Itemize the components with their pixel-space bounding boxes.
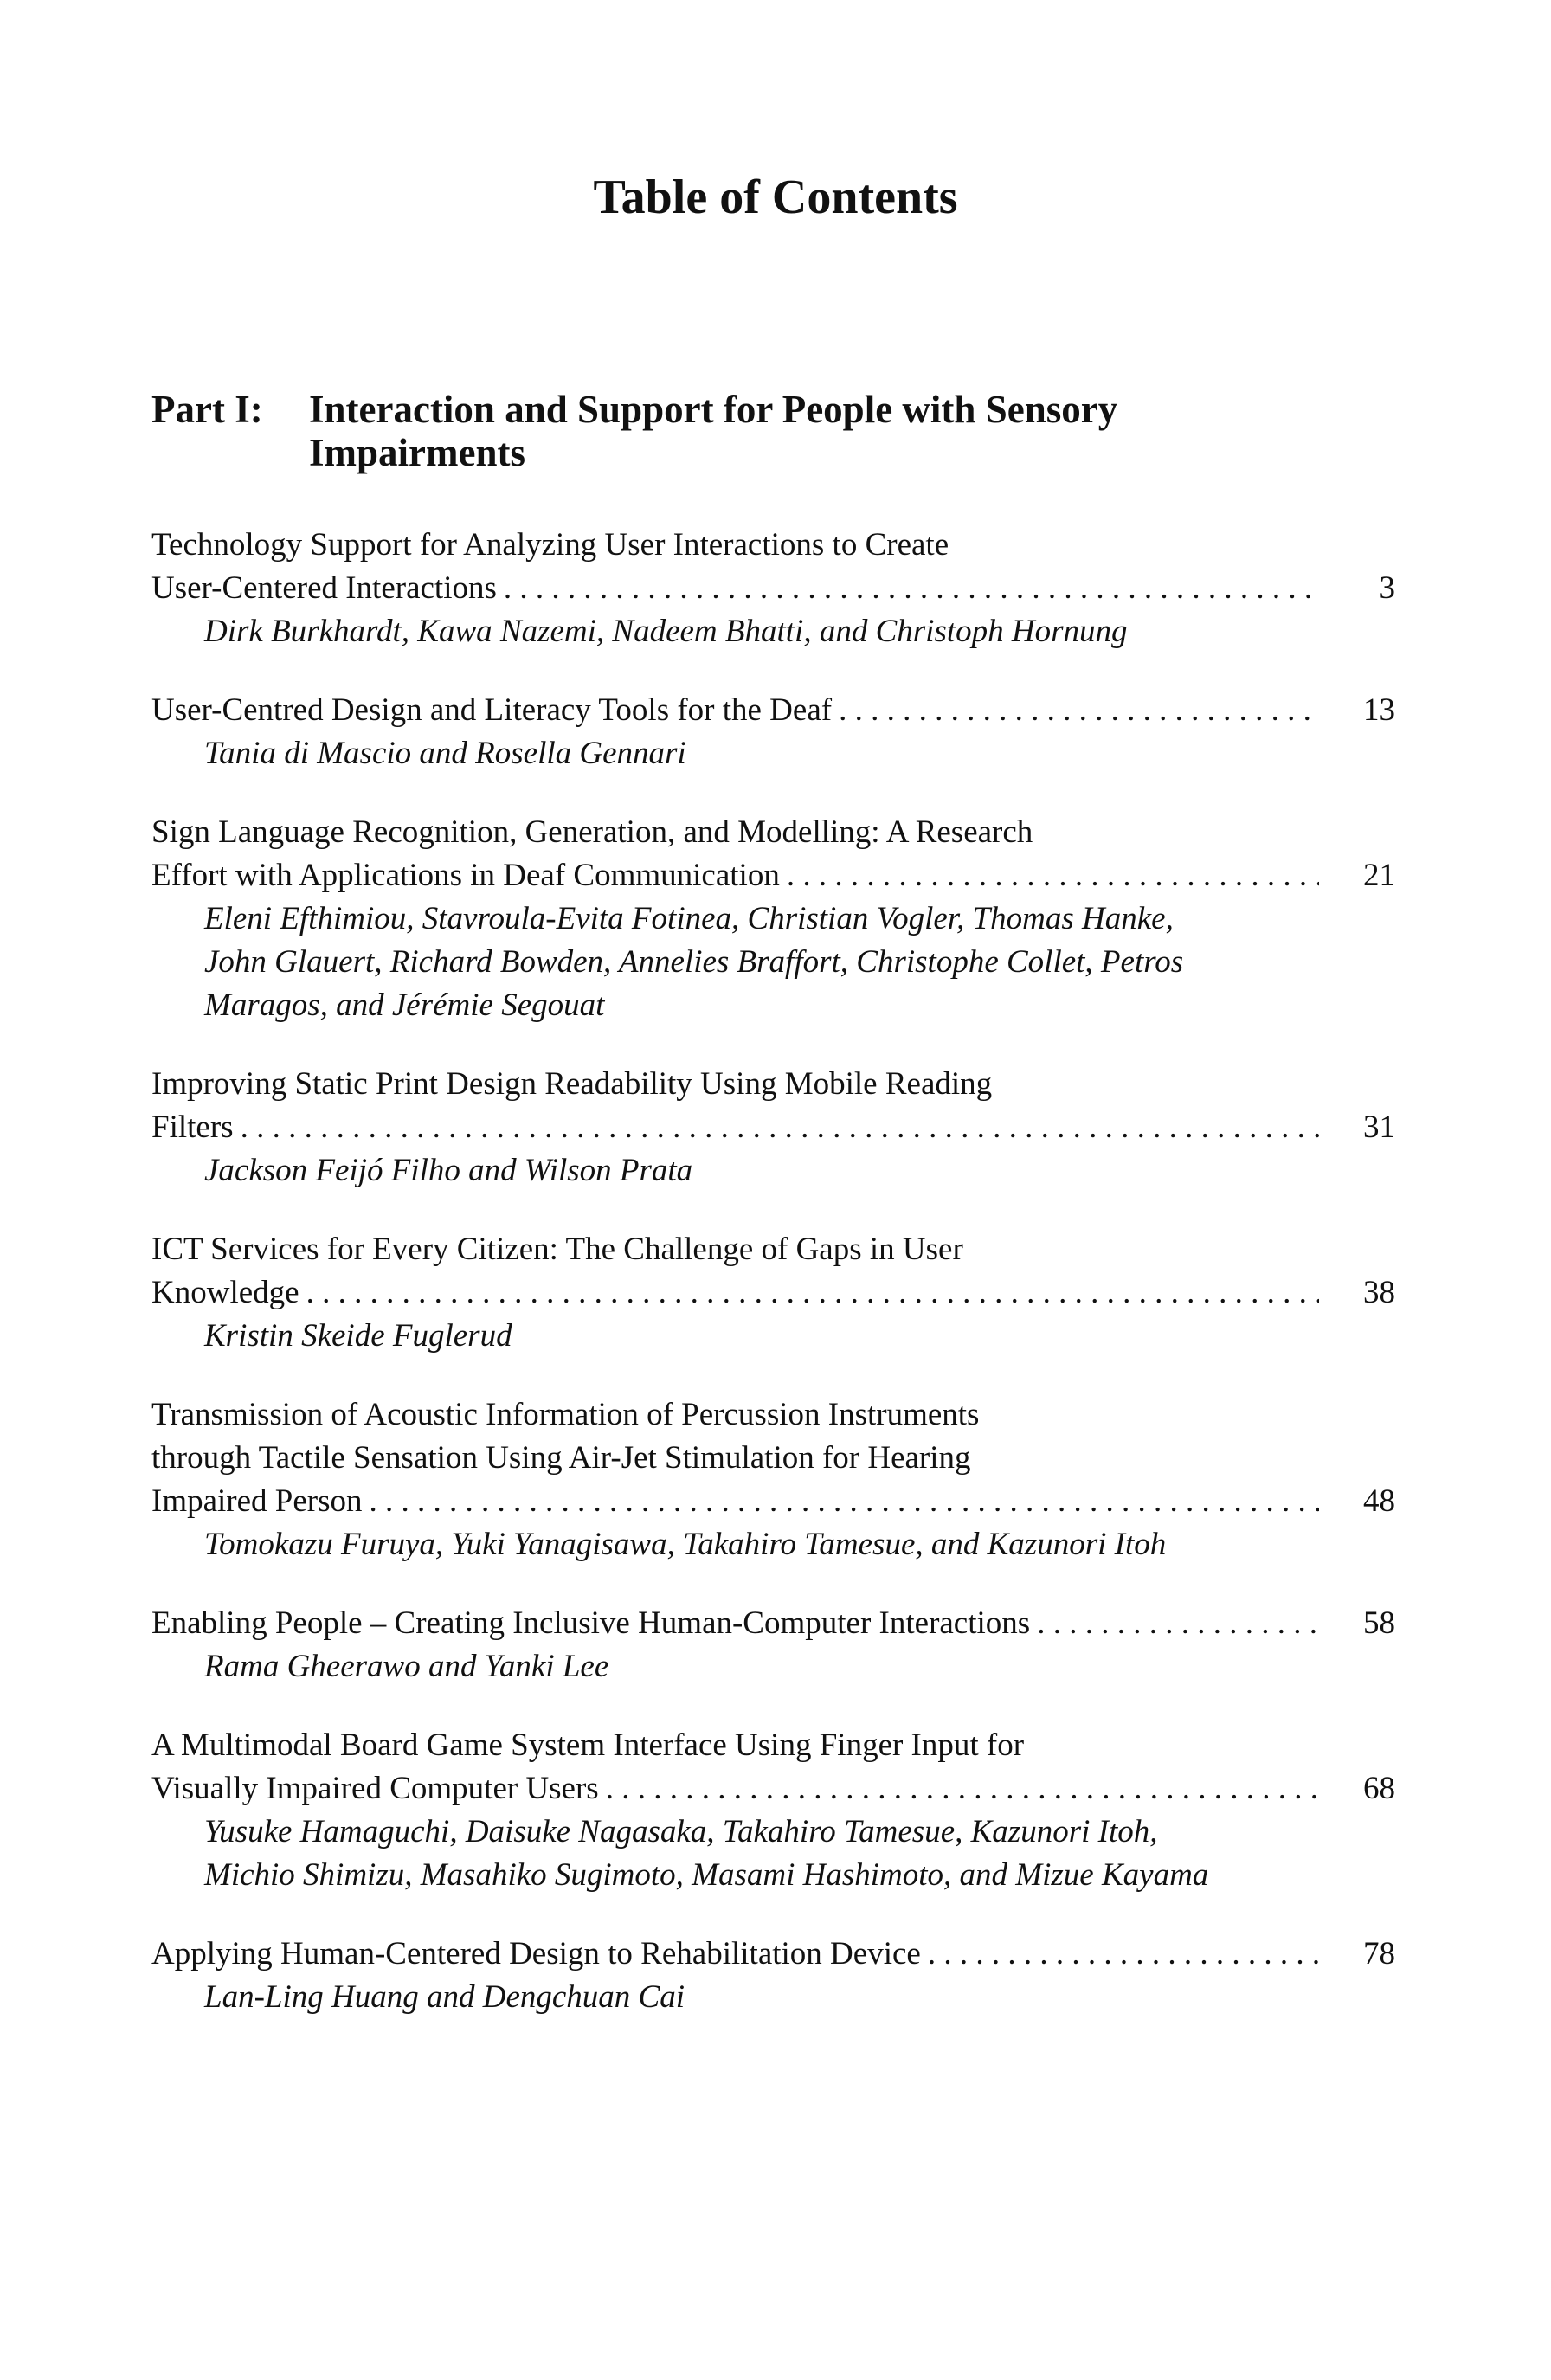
entry-authors: Tania di Mascio and Rosella Gennari — [204, 736, 686, 771]
entry-title-last-line — [151, 1602, 1395, 1645]
entry-title-text: Filters — [151, 1110, 234, 1145]
entry-authors: Dirk Burkhardt, Kawa Nazemi, Nadeem Bhatti, and Christoph Hornung — [204, 614, 1128, 649]
entry-title-line: ICT Services for Every Citizen: The Challenge of Gaps in User — [151, 1232, 963, 1267]
toc-entry[interactable] — [151, 1724, 1395, 1897]
page-number: 13 — [1363, 692, 1395, 728]
entry-authors: Eleni Efthimiou, Stavroula-Evita Fotinea, Christian Vogler, Thomas Hanke, John Glauert, Richard Bowden, Annelies Braffort, Christophe Collet, Petros Maragos, and Jérémie Segouat — [204, 901, 1184, 1023]
page-number: 31 — [1363, 1110, 1395, 1145]
entry-authors: Jackson Feijó Filho and Wilson Prata — [204, 1153, 693, 1188]
toc-entry[interactable] — [151, 689, 1395, 775]
page-number: 68 — [1363, 1771, 1395, 1806]
entry-title-text: Effort with Applications in Deaf Communication — [151, 858, 780, 893]
page-number: 78 — [1363, 1936, 1395, 1972]
toc-entries — [151, 524, 1395, 2055]
entry-title-line: through Tactile Sensation Using Air-Jet Stimulation for Hearing — [151, 1440, 971, 1476]
dot-leader — [241, 1106, 1319, 1149]
entry-title-text: Knowledge — [151, 1275, 299, 1310]
entry-title-line: Technology Support for Analyzing User Interactions to Create — [151, 527, 949, 563]
page-number: 21 — [1363, 858, 1395, 893]
dot-leader — [370, 1480, 1319, 1523]
entry-title-text: Applying Human-Centered Design to Rehabilitation Device — [151, 1936, 921, 1972]
entry-title-last-line — [151, 1933, 1395, 1976]
page-number: 48 — [1363, 1483, 1395, 1519]
entry-title-line: Sign Language Recognition, Generation, and Modelling: A Research — [151, 814, 1033, 850]
dot-leader — [928, 1933, 1319, 1976]
toc-entry[interactable] — [151, 1602, 1395, 1689]
entry-title-line: A Multimodal Board Game System Interface Using Finger Input for — [151, 1727, 1025, 1763]
entry-authors: Kristin Skeide Fuglerud — [204, 1318, 512, 1354]
entry-title-last-line — [151, 1271, 1395, 1315]
entry-title-last-line — [151, 1106, 1395, 1149]
toc-entry[interactable] — [151, 1933, 1395, 2019]
entry-title-line: Transmission of Acoustic Information of Percussion Instruments — [151, 1397, 980, 1432]
entry-authors: Tomokazu Furuya, Yuki Yanagisawa, Takahiro Tamesue, and Kazunori Itoh — [204, 1527, 1167, 1562]
page-number: 3 — [1379, 570, 1395, 606]
page-number: 38 — [1363, 1275, 1395, 1310]
part-number: Part I: — [151, 388, 263, 431]
entry-title-text: User-Centred Design and Literacy Tools for the Deaf — [151, 692, 833, 728]
part-title: Interaction and Support for People with Sensory Impairments — [309, 388, 1118, 474]
entry-authors: Yusuke Hamaguchi, Daisuke Nagasaka, Takahiro Tamesue, Kazunori Itoh, Michio Shimizu, Masahiko Sugimoto, Masami Hashimoto, and Mizue Kayama — [204, 1814, 1209, 1893]
entry-title-last-line — [151, 1480, 1395, 1523]
entry-title-text: User-Centered Interactions — [151, 570, 497, 606]
entry-title-last-line — [151, 567, 1395, 610]
entry-title-text: Visually Impaired Computer Users — [151, 1771, 599, 1806]
dot-leader — [504, 567, 1319, 610]
entry-title-line: Improving Static Print Design Readability Using Mobile Reading — [151, 1066, 993, 1102]
dot-leader — [839, 689, 1319, 732]
toc-entry[interactable] — [151, 1228, 1395, 1358]
entry-title-last-line — [151, 1767, 1395, 1811]
entry-title-last-line — [151, 689, 1395, 732]
dot-leader — [787, 854, 1319, 897]
page-title: Table of Contents — [593, 170, 958, 224]
entry-authors: Lan-Ling Huang and Dengchuan Cai — [204, 1979, 685, 2015]
dot-leader — [606, 1767, 1319, 1811]
toc-entry[interactable] — [151, 524, 1395, 653]
page-number: 58 — [1363, 1605, 1395, 1641]
entry-title-last-line — [151, 854, 1395, 897]
entry-authors: Rama Gheerawo and Yanki Lee — [204, 1649, 609, 1684]
dot-leader — [306, 1271, 1319, 1315]
toc-entry[interactable] — [151, 1393, 1395, 1566]
dot-leader — [1037, 1602, 1319, 1645]
toc-entry[interactable] — [151, 811, 1395, 1027]
toc-entry[interactable] — [151, 1063, 1395, 1193]
entry-title-text: Enabling People – Creating Inclusive Human-Computer Interactions — [151, 1605, 1031, 1641]
entry-title-text: Impaired Person — [151, 1483, 363, 1519]
part-heading — [151, 388, 1277, 474]
